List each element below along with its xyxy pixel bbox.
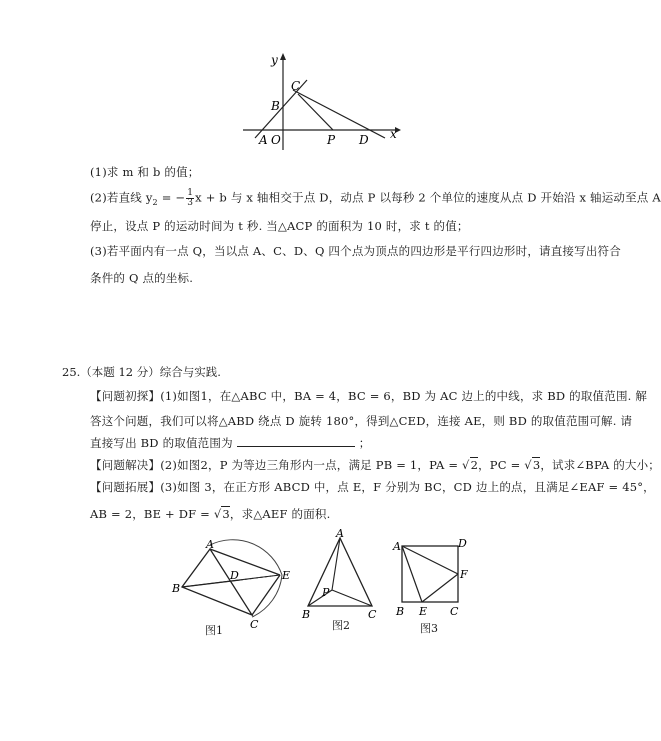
q25-line3-end: ； — [358, 436, 371, 450]
figure-2 — [298, 528, 388, 620]
q25-heading: 25.（本题 12 分）综合与实践. — [62, 365, 221, 379]
coordinate-figure — [235, 50, 405, 155]
label-d: D — [359, 133, 369, 147]
fig1-label-e: E — [282, 569, 291, 582]
q25-line6: AB = 2，BE + DF = √3，求△AEF 的面积. — [90, 507, 331, 521]
fig1-label-a: A — [206, 538, 214, 551]
q25-line4-text-c: ，试求∠BPA 的大小； — [540, 458, 660, 472]
fig1-label-d: D — [230, 569, 239, 582]
q24-part3-line2: 条件的 Q 点的坐标. — [90, 271, 194, 285]
q25-line6-text-a: AB = 2，BE + DF = — [90, 507, 214, 521]
segment-cp — [298, 94, 333, 130]
label-o: O — [271, 133, 281, 147]
fig3-label-c: C — [450, 605, 459, 618]
fraction — [186, 189, 194, 208]
q25-line4-text-b: ，PC = — [478, 458, 525, 472]
figure-3-caption: 图3 — [420, 622, 438, 635]
q24-part2-text-b: x + b 与 x 轴相交于点 D，动点 P 以每秒 2 个单位的速度从点 D 开始沿 x 轴运动至点 A — [195, 190, 661, 205]
label-y: y — [271, 53, 278, 67]
figure-1 — [170, 535, 298, 635]
fraction-denominator: 3 — [187, 198, 194, 208]
label-b: B — [271, 99, 280, 113]
figure-1-caption: 图1 — [205, 624, 223, 637]
fig2-label-c: C — [368, 608, 377, 621]
q25-line4: 【问题解决】(2)如图2，P 为等边三角形内一点，满足 PB = 1，PA = √2，PC = √3，试求∠BPA 的大小； — [90, 458, 660, 472]
equilateral-triangle — [308, 538, 372, 606]
label-p: P — [327, 133, 336, 147]
q24-part2-sub: 2 — [152, 197, 158, 207]
label-a: A — [259, 133, 268, 147]
q25-line1: 【问题初探】(1)如图1，在△ABC 中，BA = 4，BC = 6，BD 为 AC 边上的中线，求 BD 的取值范围. 解 — [90, 389, 648, 403]
triangle-abc — [182, 549, 252, 615]
figure-3 — [392, 538, 472, 620]
q24-part2-line1 — [90, 189, 661, 208]
fig3-label-d: D — [458, 537, 467, 550]
segment-ae — [210, 549, 280, 575]
q24-part2-eq: = − — [157, 190, 186, 205]
sqrt-3-b: 3 — [222, 507, 230, 521]
fig3-label-b: B — [396, 605, 405, 618]
y-axis-arrow — [280, 53, 286, 60]
q25-line2: 答这个问题，我们可以将△ABD 绕点 D 旋转 180°，得到△CED，连接 AE，则 BD 的取值范围可解. 请 — [90, 414, 633, 428]
fig2-label-a: A — [336, 527, 344, 540]
fig1-label-c: C — [250, 618, 259, 631]
fig1-label-b: B — [172, 582, 181, 595]
fig3-label-f: F — [460, 568, 468, 581]
label-x: x — [390, 127, 397, 141]
segment-ef — [422, 574, 458, 602]
fig3-label-e: E — [419, 605, 428, 618]
fig2-label-p: P — [322, 586, 330, 599]
q24-part2-text-a: (2)若直线 y — [90, 190, 153, 205]
line-cd — [293, 90, 385, 138]
q25-line3-text: 直接写出 BD 的取值范围为 — [90, 436, 233, 450]
q25-line3 — [90, 435, 370, 451]
fig2-label-b: B — [302, 608, 311, 621]
sqrt-2: 2 — [470, 458, 479, 472]
q25-line4-text-a: 【问题解决】(2)如图2，P 为等边三角形内一点，满足 PB = 1，PA = — [90, 458, 463, 472]
q24-part2-line2: 停止，设点 P 的运动时间为 t 秒. 当△ACP 的面积为 10 时，求 t 的值； — [90, 219, 469, 233]
q25-line5: 【问题拓展】(3)如图 3，在正方形 ABCD 中，点 E，F 分别为 BC，CD 边上的点，且满足∠EAF = 45°， — [90, 480, 655, 494]
q25-line6-text-b: ，求△AEF 的面积. — [229, 507, 331, 521]
sqrt-3: 3 — [532, 458, 541, 472]
fraction-numerator: 1 — [187, 188, 194, 198]
q24-part1: (1)求 m 和 b 的值； — [90, 165, 200, 179]
square-abcd — [402, 546, 458, 602]
fig3-label-a: A — [393, 540, 401, 553]
answer-blank — [237, 436, 355, 447]
label-c: C — [291, 79, 301, 93]
figure-2-caption: 图2 — [332, 619, 350, 632]
q24-part3-line1: (3)若平面内有一点 Q，当以点 A、C、D、Q 四个点为顶点的四边形是平行四边形时，请直接写出符合 — [90, 244, 621, 258]
